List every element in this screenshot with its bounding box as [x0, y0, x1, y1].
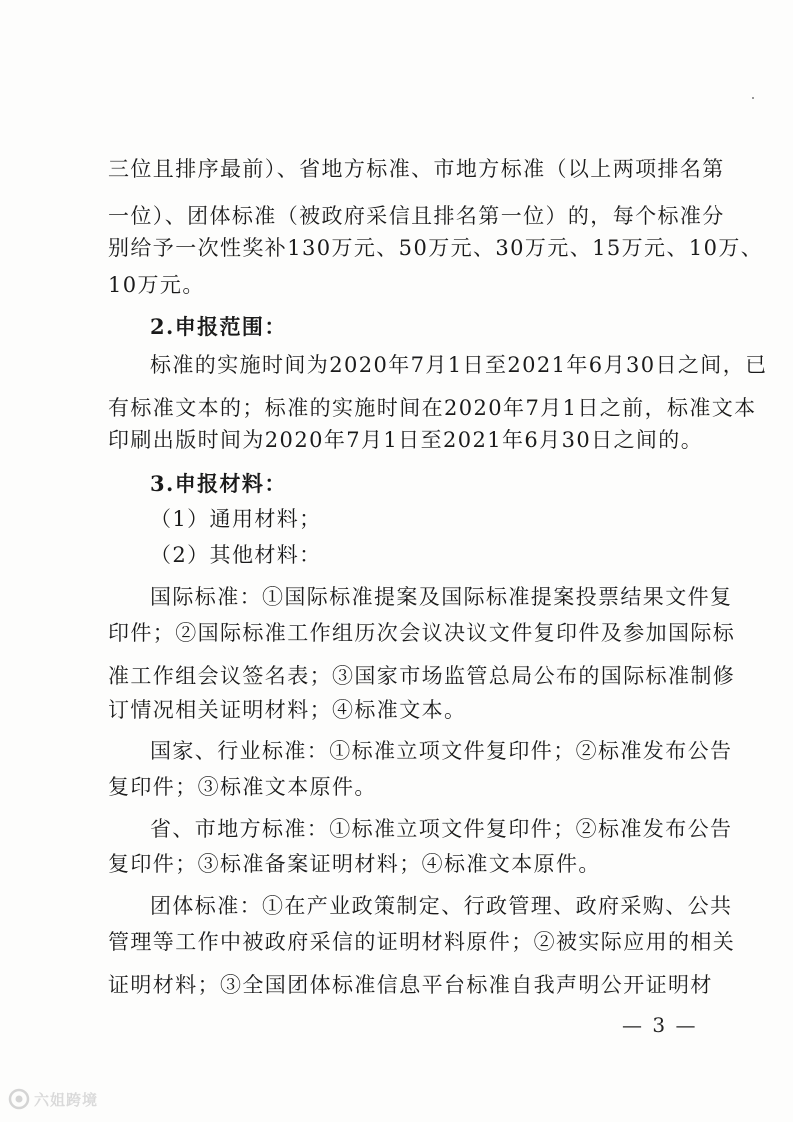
watermark	[8, 1088, 98, 1110]
body-line: 有标准文本的；标准的实施时间在2020年7月1日之前，标准文本	[108, 396, 757, 420]
body-line: 准工作组会议签名表；③国家市场监管总局公布的国际标准制修	[108, 664, 736, 688]
body-line: 别给予一次性奖补130万元、50万元、30万元、15万元、10万、	[108, 236, 764, 260]
body-line: 一位）、团体标准（被政府采信且排名第一位）的，每个标准分	[108, 204, 725, 228]
body-line: 团体标准：①在产业政策制定、行政管理、政府采购、公共	[150, 894, 733, 918]
body-line: 证明材料；③全国团体标准信息平台标准自我声明公开证明材	[108, 973, 713, 997]
body-line: 国家、行业标准：①标准立项文件复印件；②标准发布公告	[150, 739, 733, 763]
scan-dot	[752, 97, 754, 99]
body-line: （1）通用材料；	[150, 507, 322, 531]
section-heading: 3.申报材料：	[150, 471, 287, 496]
section-heading: 2.申报范围：	[150, 314, 287, 339]
body-line: 印件；②国际标准工作组历次会议决议文件复印件及参加国际标	[108, 621, 736, 645]
body-line: 复印件；③标准备案证明材料；④标准文本原件。	[108, 852, 601, 876]
body-line: 管理等工作中被政府采信的证明材料原件；②被实际应用的相关	[108, 930, 736, 954]
body-line: 印刷出版时间为2020年7月1日至2021年6月30日之间的。	[108, 428, 704, 452]
body-line: 国际标准：①国际标准提案及国际标准提案投票结果文件复	[150, 585, 733, 609]
body-line: 标准的实施时间为2020年7月1日至2021年6月30日之间，已	[150, 353, 768, 377]
page-number: — 3 —	[622, 1013, 698, 1037]
camera-logo-icon	[8, 1088, 30, 1110]
body-line: （2）其他材料：	[150, 543, 322, 567]
body-line: 复印件；③标准文本原件。	[108, 775, 377, 799]
watermark-text: 六姐跨境	[34, 1090, 99, 1109]
body-line: 三位且排序最前）、省地方标准、市地方标准（以上两项排名第	[108, 157, 725, 181]
body-line: 订情况相关证明材料；④标准文本。	[108, 698, 467, 722]
body-line: 10万元。	[108, 273, 205, 297]
body-line: 省、市地方标准：①标准立项文件复印件；②标准发布公告	[150, 817, 733, 841]
